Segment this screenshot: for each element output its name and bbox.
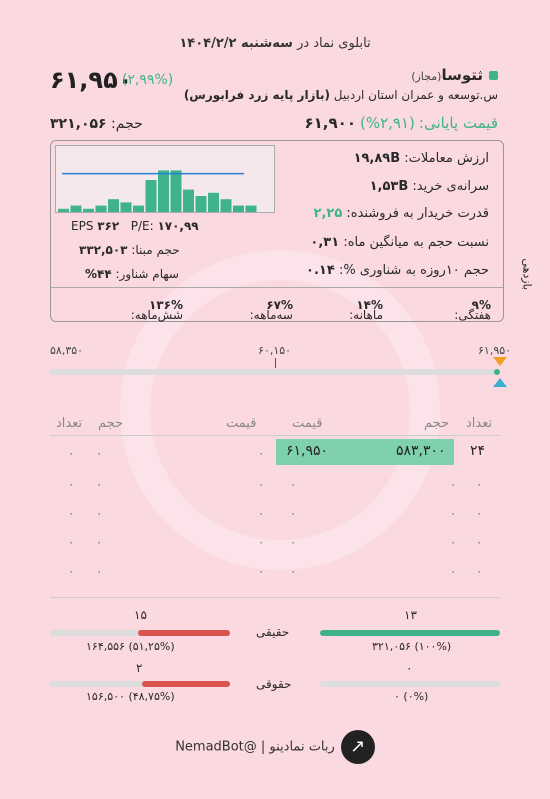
- per-buyer-row: [370, 179, 489, 194]
- buy-legal-vol: ۰ (۰%): [394, 690, 429, 703]
- ob-empty-cell: ۰: [68, 506, 75, 520]
- vol-ratio-row: [310, 235, 489, 250]
- mini-chart-bar: [221, 199, 232, 212]
- buy-real-vol: ۳۲۱,۰۵۶ (۱۰۰%): [372, 640, 452, 653]
- power-row: [314, 206, 489, 221]
- float-row: [85, 267, 179, 281]
- mini-chart-bar: [233, 206, 244, 212]
- sell-real-bar-fill: [138, 630, 230, 636]
- ob-empty-cell: ۰: [96, 535, 103, 549]
- volume-label: حجم:: [111, 116, 143, 132]
- ob-empty-cell: ۰: [290, 477, 297, 491]
- symbol-name: [407, 66, 498, 84]
- mini-chart-bar: [146, 180, 157, 212]
- sell-legal-count: ۲: [136, 661, 143, 675]
- current-marker-icon: [493, 378, 507, 387]
- mini-chart-bar: [208, 193, 219, 212]
- ob-count-header-left: تعداد: [56, 416, 83, 431]
- final-price-label: قیمت پایانی:: [418, 114, 498, 132]
- footer: [0, 730, 550, 764]
- final-price-pct: (۲,۹۱%): [359, 114, 415, 132]
- mini-chart-bar: [246, 206, 257, 212]
- price-range-bar: [50, 369, 500, 375]
- buy-real-count: ۱۳: [404, 608, 417, 622]
- bid-price: ۶۱,۹۵۰: [286, 443, 329, 459]
- ob-empty-cell: ۰: [290, 506, 297, 520]
- ob-price-header-left: قیمت: [226, 416, 257, 431]
- half-label: شش‌ماهه:: [130, 308, 183, 322]
- quarter-value: ۶۷%: [266, 298, 293, 312]
- ob-empty-cell: ۰: [68, 446, 75, 460]
- real-label: حقیقی: [256, 625, 290, 639]
- bid-count: ۲۴: [470, 443, 486, 459]
- nemad-logo-icon: ↗: [341, 730, 375, 764]
- footer-text: ربات نمادینو | @NemadBot: [175, 739, 335, 755]
- section-divider: [50, 597, 500, 598]
- last-price-change: (۲,۹۹%): [122, 72, 174, 88]
- half-return: [130, 298, 183, 322]
- base-vol-label: حجم مبنا:: [131, 243, 180, 257]
- ob-empty-cell: ۰: [96, 446, 103, 460]
- buy-real-bar-fill: [320, 630, 500, 636]
- quarter-label: سه‌ماهه:: [249, 308, 293, 322]
- monthly-value: ۱۴%: [356, 298, 383, 312]
- mini-chart: [55, 145, 275, 213]
- ob-empty-cell: ۰: [450, 506, 457, 520]
- company-name: [184, 88, 498, 102]
- ob-empty-cell: ۰: [290, 564, 297, 578]
- mini-chart-bar: [196, 196, 207, 212]
- symbol-tag: (مجاز): [411, 70, 442, 83]
- ob-empty-cell: ۰: [258, 506, 265, 520]
- price-range-fill: [494, 369, 500, 375]
- half-value: ۱۳۶%: [149, 298, 183, 312]
- mini-chart-bar: [83, 209, 94, 212]
- page-title: [0, 36, 550, 51]
- mini-chart-bar: [158, 170, 169, 212]
- eps-pe-row: EPS ۳۶۲ P/E: ۱۷۰,۹۹: [71, 219, 199, 233]
- vol10-row: [306, 263, 489, 278]
- ob-count-header-right: تعداد: [466, 416, 493, 431]
- ob-empty-cell: ۰: [476, 477, 483, 491]
- sell-legal-vol: ۱۵۶,۵۰۰ (۴۸,۷۵%): [86, 690, 175, 703]
- base-vol-row: [79, 243, 180, 257]
- float-label: سهام شناور:: [115, 267, 179, 281]
- trade-value: ۱۹,۸۹B: [353, 151, 401, 166]
- ob-empty-cell: ۰: [96, 477, 103, 491]
- range-mid: ۶۰,۱۵۰: [258, 344, 292, 357]
- mini-chart-bar: [96, 206, 107, 212]
- power-label: قدرت خریدار به فروشنده:: [346, 206, 489, 221]
- float-value: ۴۴%: [85, 267, 112, 281]
- ob-empty-cell: ۰: [476, 564, 483, 578]
- vol10-label: حجم ۱۰روزه به شناوری %:: [338, 263, 489, 278]
- mini-chart-bar: [108, 199, 119, 212]
- monthly-label: ماهانه:: [349, 308, 383, 322]
- vol-ratio-label: نسبت حجم به میانگین ماه:: [343, 235, 489, 250]
- ob-empty-cell: ۰: [96, 506, 103, 520]
- quarter-return: [249, 298, 293, 322]
- ob-empty-cell: ۰: [450, 564, 457, 578]
- weekly-return: [454, 298, 491, 322]
- ob-empty-cell: ۰: [476, 535, 483, 549]
- power-value: ۲,۲۵: [313, 206, 343, 221]
- range-min: ۵۸,۳۵۰: [50, 344, 84, 357]
- pe-label: P/E: [130, 219, 150, 233]
- legal-label: حقوقی: [256, 677, 292, 691]
- ob-empty-cell: ۰: [258, 446, 265, 460]
- market-label: (بازار پایه زرد فرابورس): [183, 88, 330, 102]
- ob-header-divider: [50, 435, 500, 436]
- buy-legal-count: ۰: [406, 661, 413, 675]
- max-marker-icon: [493, 357, 507, 366]
- sell-legal-bar: [50, 681, 230, 687]
- mini-chart-bar: [71, 206, 82, 212]
- ob-vol-header-right: حجم: [424, 416, 450, 431]
- title-prefix: تابلوی نماد در: [297, 36, 371, 51]
- sell-real-bar: [50, 630, 230, 636]
- weekly-value: ۹%: [471, 298, 491, 312]
- per-buyer: ۱,۵۳B: [369, 179, 409, 194]
- returns-row: [51, 287, 503, 322]
- symbol-label: ثتوسا: [441, 66, 483, 84]
- monthly-return: [349, 298, 383, 322]
- ob-price-header-right: قیمت: [292, 416, 323, 431]
- vol-ratio: ۰,۳۱: [310, 235, 340, 250]
- volume-value: ۳۲۱,۰۵۶: [50, 116, 107, 132]
- volume: [50, 116, 143, 132]
- weekly-label: هفتگی:: [454, 308, 491, 322]
- trade-value-row: [354, 151, 489, 166]
- mini-chart-bar: [133, 206, 144, 212]
- buy-legal-bar: [320, 681, 500, 687]
- ob-empty-cell: ۰: [68, 564, 75, 578]
- buy-real-bar: [320, 630, 500, 636]
- final-price: [305, 114, 499, 132]
- mini-chart-bar: [121, 202, 132, 212]
- final-price-value: ۶۱,۹۰۰: [304, 114, 356, 132]
- sell-real-count: ۱۵: [134, 608, 147, 622]
- pe-value: ۱۷۰,۹۹: [157, 219, 199, 233]
- sell-legal-bar-fill: [142, 681, 230, 687]
- returns-side-label: بازدهی: [521, 258, 534, 290]
- eps-label: EPS: [71, 219, 94, 233]
- info-card: [50, 140, 504, 322]
- eps-value: ۳۶۲: [97, 219, 120, 233]
- ob-empty-cell: ۰: [290, 535, 297, 549]
- title-date: سه‌شنبه ۱۴۰۴/۲/۲: [179, 36, 293, 51]
- mini-chart-bar: [183, 190, 194, 212]
- ob-empty-cell: ۰: [258, 564, 265, 578]
- ob-empty-cell: ۰: [258, 477, 265, 491]
- ob-empty-cell: ۰: [476, 506, 483, 520]
- ob-empty-cell: ۰: [258, 535, 265, 549]
- ob-empty-cell: ۰: [450, 477, 457, 491]
- last-price: ۶۱,۹۵۰: [50, 66, 133, 94]
- ob-vol-header-left: حجم: [98, 416, 124, 431]
- company-label: س.توسعه و عمران استان اردبیل: [333, 88, 498, 102]
- base-vol: ۳۳۲,۵۰۳: [79, 243, 128, 257]
- bid-volume: ۵۸۳,۳۰۰: [396, 443, 446, 459]
- ob-empty-cell: ۰: [68, 535, 75, 549]
- vol10: ۰.۱۴: [306, 263, 335, 278]
- mini-chart-bar: [58, 209, 69, 212]
- trade-value-label: ارزش معاملات:: [404, 151, 489, 166]
- ob-empty-cell: ۰: [68, 477, 75, 491]
- range-mid-tick: [275, 358, 276, 368]
- status-dot-icon: [489, 71, 498, 80]
- range-max: ۶۱,۹۵۰: [478, 344, 512, 357]
- per-buyer-label: سرانه‌ی خرید:: [412, 179, 489, 194]
- mini-chart-bar: [171, 170, 182, 212]
- sell-real-vol: ۱۶۴,۵۵۶ (۵۱,۲۵%): [86, 640, 175, 653]
- ob-empty-cell: ۰: [96, 564, 103, 578]
- ob-empty-cell: ۰: [450, 535, 457, 549]
